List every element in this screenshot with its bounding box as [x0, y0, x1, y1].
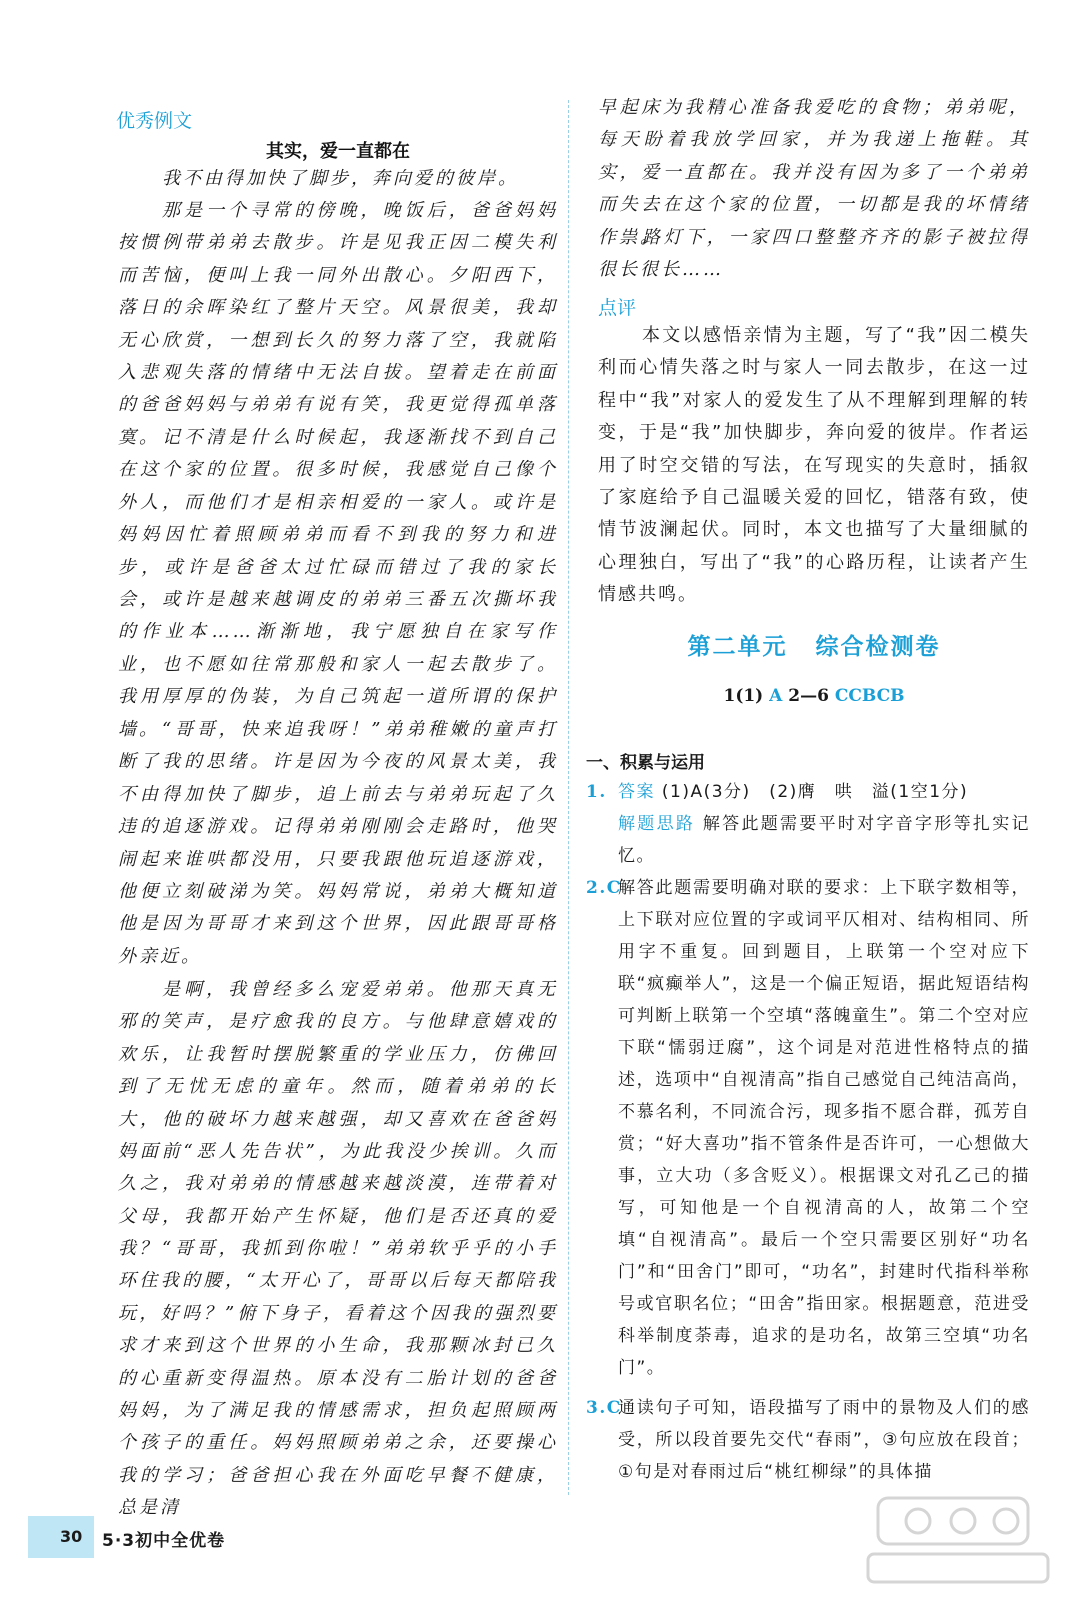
- question-number: 1.: [586, 782, 607, 802]
- essay-title: 其实，爱一直都在: [266, 141, 410, 162]
- answer-key-value-1: A: [769, 686, 783, 706]
- solution-text: 解答此题需要平时对字音字形等扎实记忆。: [618, 814, 1031, 866]
- section-heading: 一、积累与运用: [586, 753, 705, 773]
- essay-paragraph: 记不清是什么时候起，我逐渐找不到自己在这个家的位置。很多时候，我感觉自己像个外人，而他们才是相亲相爱的一家人。或许是妈妈因忙着照顾弟弟而看不到我的努力和进步，或许是爸爸太过忙碌而错过了我的家长会，或许是越来越调皮的弟弟三番五次撕坏我的作业本……渐渐地，我宁愿独自在家写作业，也不愿如往常那般和家人一起去散步了。我用厚厚的伪装，为自己筑起一道所谓的保护墙。: [118, 427, 558, 740]
- unit-title: [598, 628, 1030, 661]
- question-3: [586, 1392, 1030, 1488]
- comment-label: 点评: [598, 297, 637, 319]
- essay-paragraph: “哥哥，我抓到你啦！”弟弟软乎乎的小手环住我的腰，“太开心了，哥哥以后每天都陪我玩，好吗？”俯下身子，看着这个因我的强烈要求才来到这个世界的小生命，我那颗冰封已久的心重新变得温热。原本没有二胎计划的爸爸妈妈，为了满足我的情感需求，担负起照顾两个孩子的重任。妈妈照顾弟弟之余，还要操心我的学习；爸爸担心我在外面吃早餐不健康，总是清: [118, 1238, 558, 1519]
- essay-last-paragraph: 路灯下，一家四口整整齐齐的影子被拉得很长很长……: [598, 227, 1030, 281]
- book-name: 5·3初中全优卷: [102, 1531, 226, 1551]
- section-label-example-essay: 优秀例文: [116, 110, 193, 132]
- essay-paragraph: “哥哥，快来追我呀！”弟弟稚嫩的童声打断了我的思绪。许是因为今夜的风景太美，我不由得加快了脚步，追上前去与弟弟玩起了久违的追逐游戏。记得弟弟刚刚会走路时，他哭闹起来谁哄都没用，只要我跟他玩追逐游戏，他便立刻破涕为笑。妈妈常说，弟弟大概知道他是因为哥哥才来到这个世界，因此跟哥哥格外亲近。: [118, 719, 558, 967]
- column-divider: [568, 100, 569, 1495]
- essay-paragraph: 是啊，我曾经多么宠爱弟弟。他那天真无邪的笑声，是疗愈我的良方。与他肆意嬉戏的欢乐，让我暂时摆脱繁重的学业压力，仿佛回到了无忧无虑的童年。然而，随着弟弟的长大，他的破坏力越来越强，却又喜欢在爸爸妈妈面前“恶人先告状”，为此我没少挨训。久而久之，我对弟弟的情感越来越淡漠，连带着对父母，我都开始产生怀疑，他们是否还真的爱我？: [118, 979, 558, 1260]
- question-explanation: 通读句子可知，语段描写了雨中的景物及人们的感受，所以段首要先交代“春雨”，③句应放在段首；①句是对春雨过后“桃红柳绿”的具体描: [618, 1398, 1030, 1482]
- question-2: [586, 872, 1030, 1384]
- answer-key: [598, 686, 1030, 706]
- solution-tag: 解题思路: [618, 814, 696, 834]
- unit-title-number: 第二单元: [687, 633, 788, 660]
- question-explanation: 解答此题需要明确对联的要求：上下联字数相等，上下联对应位置的字或词平仄相对、结构相同、所用字不重复。回到题目，上联第一个空对应下联“疯癫举人”，这是一个偏正短语，据此短语结构可判断上联第一个空填“落魄童生”。第二个空对应下联“懦弱迂腐”，这个词是对范进性格特点的描述，选项中“自视清高”指自己感觉自己纯洁高尚，不慕名利，不同流合污，现多指不愿合群，孤芳自赏；“好大喜功”指不管条件是否许可，一心想做大事，立大功（多含贬义）。根据课文对孔乙己的描写，可知他是一个自视清高的人，故第二个空填“自视清高”。最后一个空只需要区别好“功名门”和“田舍门”即可，“功名”，封建时代指科举称号或官职名位；“田舍”指田家。根据题意，范进受科举制度荼毒，追求的是功名，故第三空填“功名门”。: [618, 878, 1030, 1378]
- essay-continuation: 早起床为我精心准备我爱吃的食物；弟弟呢，每天盼着我放学回家，并为我递上拖鞋。其实，爱一直都在。我并没有因为多了一个弟弟而失去在这个家的位置，一切都是我的坏情绪作祟。: [598, 97, 1030, 248]
- answer-text: (1)A(3分) (2)膺 哄 溢(1空1分): [655, 782, 969, 802]
- answer-tag: 答案: [618, 782, 655, 802]
- comment-text: 本文以感悟亲情为主题，写了“我”因二模失利而心情失落之时与家人一同去散步，在这一过程中“我”对家人的爱发生了从不理解到理解的转变，于是“我”加快脚步，奔向爱的彼岸。作者运用了时空交错的写法，在写现实的失意时，插叙了家庭给予自己温暖关爱的回忆，错落有致，使情节波澜起伏。同时，本文也描写了大量细腻的心理独白，写出了“我”的心路历程，让读者产生情感共鸣。: [598, 325, 1030, 606]
- unit-title-name: 综合检测卷: [815, 633, 941, 660]
- watermark-logo-icon: [858, 1488, 1058, 1592]
- question-number: 3.C: [586, 1398, 622, 1418]
- answer-key-value-2: CCBCB: [834, 686, 905, 706]
- essay-paragraph: 我不由得加快了脚步，奔向爱的彼岸。: [162, 168, 519, 189]
- answer-key-label-2: 2—6: [782, 686, 835, 706]
- answer-key-label-1: 1(1): [723, 686, 770, 706]
- page-number: 30: [60, 1527, 83, 1546]
- question-number: 2.C: [586, 878, 622, 898]
- question-1: [586, 776, 1031, 872]
- essay-paragraph: 那是一个寻常的傍晚，晚饭后，爸爸妈妈按惯例带弟弟去散步。许是见我正因二模失利而苦恼，便叫上我一同外出散心。夕阳西下，落日的余晖染红了整片天空。风景很美，我却无心欣赏，一想到长久的努力落了空，我就陷入悲观失落的情绪中无法自拔。望着走在前面的爸爸妈妈与弟弟有说有笑，我更觉得孤单落寞。: [118, 200, 558, 448]
